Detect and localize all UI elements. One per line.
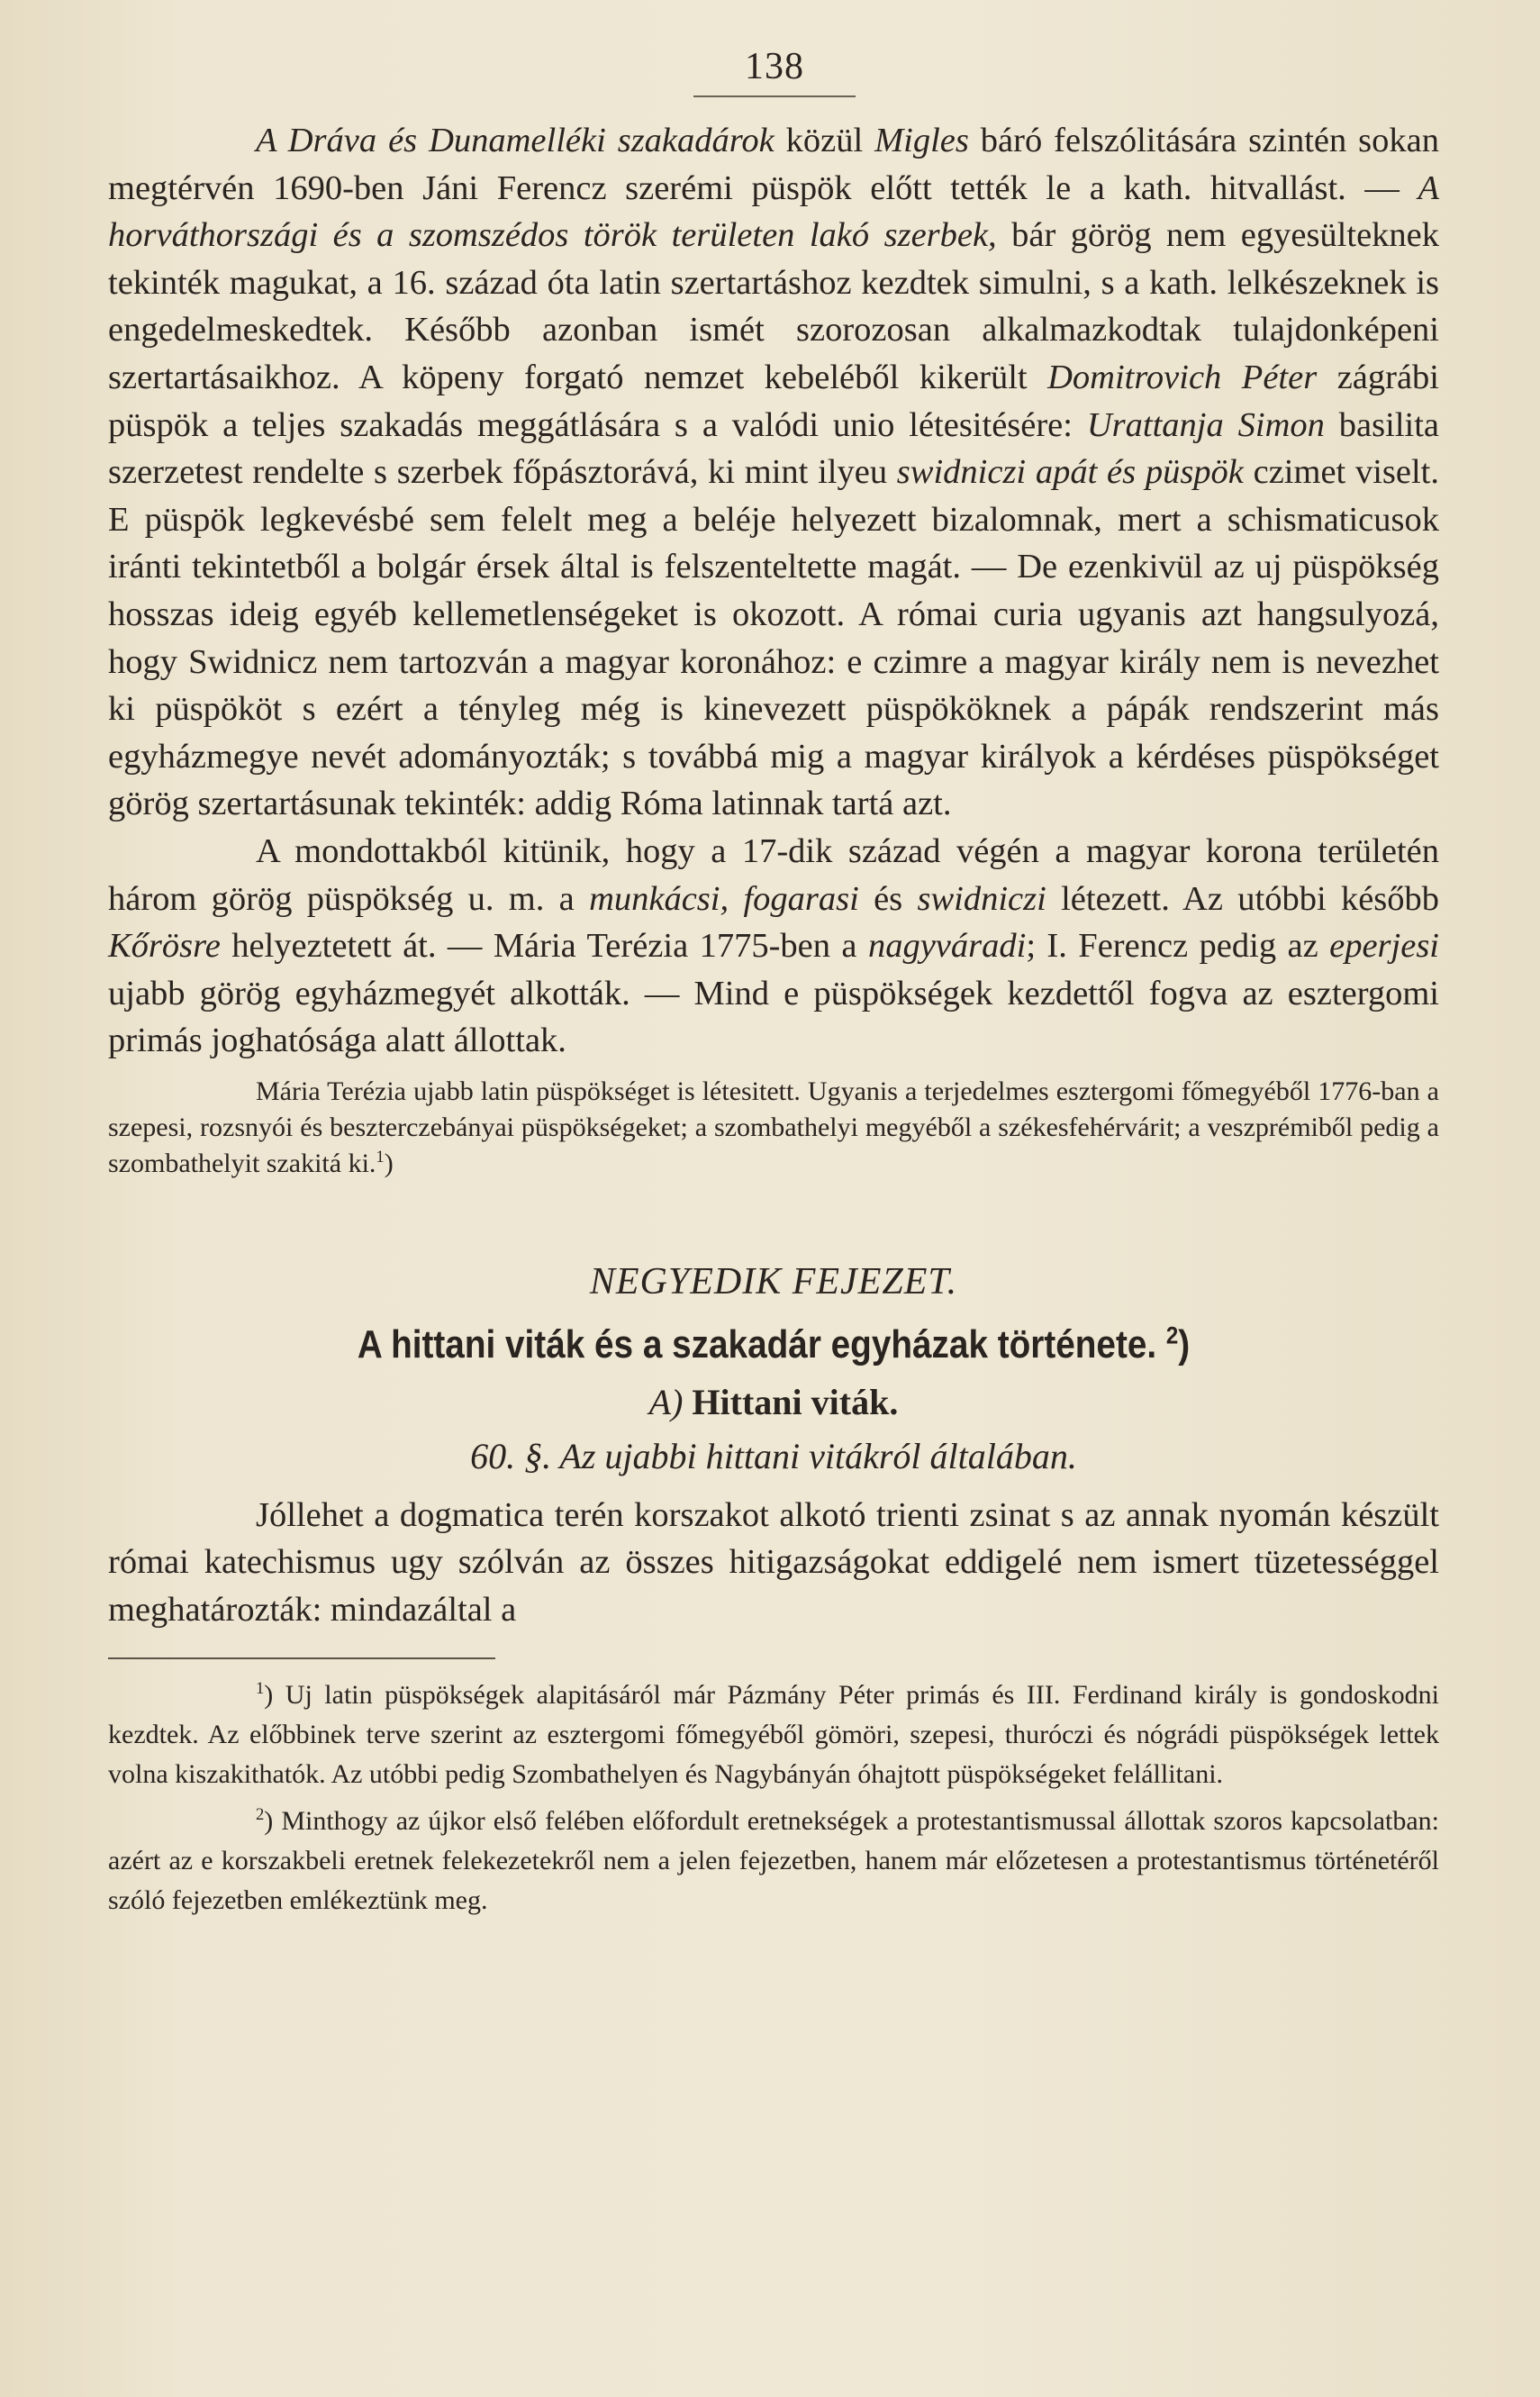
small-print-paragraph bbox=[108, 1074, 1439, 1182]
text-run: ) bbox=[384, 1148, 394, 1178]
footnote-mark: 1 bbox=[256, 1678, 265, 1698]
text-run: A mondottakból kitünik, hogy a 17-dik század végén a magyar korona területén három görög püspökség u. m. a bbox=[108, 831, 1439, 918]
italic-phrase: Kőrösre bbox=[108, 927, 221, 966]
footnote-2 bbox=[108, 1802, 1439, 1920]
body-paragraph-1 bbox=[108, 117, 1439, 828]
page-number: 138 bbox=[745, 46, 804, 87]
text-run: létezett. Az utóbbi később bbox=[1046, 879, 1440, 918]
footnote-reference: 1 bbox=[376, 1147, 385, 1167]
italic-phrase: nagyváradi bbox=[867, 927, 1027, 966]
italic-phrase: swidniczi apát és püspök bbox=[896, 453, 1244, 492]
italic-phrase: swidniczi bbox=[917, 879, 1046, 918]
italic-phrase: Urattanja Simon bbox=[1086, 405, 1325, 444]
text-run: zágrábi püspök a teljes szakadás meggátlására s a valódi unio létesitésére: bbox=[108, 358, 1439, 444]
page-number-rule bbox=[693, 95, 856, 97]
body-paragraph-2 bbox=[108, 828, 1439, 1065]
italic-phrase: A horváthországi és a szomszédos török területen lakó szerbek, bbox=[108, 168, 1439, 255]
text-run: bár görög nem egyesülteknek tekinték magukat, a 16. század óta latin szertartáshoz kezdtek simulni, s a kath. lelkészeknek is engedelmeskedtek. Később azonban ismét szorozosan alkalmazkodtak tulajdonképeni szertartásaikhoz. A köpeny forgató nemzet kebeléből kikerült bbox=[108, 216, 1439, 396]
text-run: közül bbox=[774, 122, 875, 159]
text-run: ; I. Ferencz pedig az bbox=[1026, 927, 1330, 966]
subtitle-marker: A) bbox=[648, 1381, 684, 1422]
footnote-1 bbox=[108, 1675, 1439, 1794]
text-run: ) bbox=[1178, 1321, 1191, 1366]
text-run: basilita szerzetest rendelte s szerbek főpásztorává, ki mint ilyeu bbox=[108, 405, 1439, 492]
text-run: báró felszólitására szintén sokan megtérvén 1690-ben Jáni Ferencz szerémi püspök előtt tették le a kath. hitvallást. — bbox=[108, 122, 1439, 207]
chapter-label: NEGYEDIK FEJEZET. bbox=[589, 1260, 958, 1303]
section-heading: 60. §. Az ujabbi hittani vitákról általában. bbox=[470, 1435, 1077, 1476]
section-gap bbox=[108, 1182, 1439, 1254]
italic-phrase: eperjesi bbox=[1329, 927, 1439, 966]
text-run: ujabb görög egyházmegyét alkották. — Mind e püspökségek kezdettől fogva az esztergomi primás joghatósága alatt állottak. bbox=[108, 974, 1439, 1060]
subtitle-text: Hittani viták. bbox=[683, 1381, 899, 1422]
italic-phrase: Migles bbox=[874, 122, 969, 159]
text-run bbox=[729, 880, 743, 918]
footnote-mark: 2 bbox=[256, 1804, 265, 1824]
footnote-text: ) Minthogy az újkor első felében előfordult eretnekségek a protestantismussal állottak szoros kapcsolatban: azért az e korszakbeli eretnek felekezetekről nem a jelen fejezetben, hanem már előzetesen a protestantismus történetéről szóló fejezetben emlékeztünk meg. bbox=[108, 1805, 1439, 1915]
body-paragraph-3: Jóllehet a dogmatica terén korszakot alkotó trienti zsinat s az annak nyomán készült római katechismus ugy szólván az összes hitigazságokat eddigelé nem ismert tüzetességgel meghatározták: mindazáltal a bbox=[108, 1495, 1439, 1630]
italic-phrase: A Dráva és Dunamelléki szakadárok bbox=[256, 122, 775, 159]
italic-phrase: fogarasi bbox=[743, 879, 859, 918]
chapter-title-text: A hittani viták és a szakadár egyházak története. bbox=[357, 1321, 1157, 1366]
text-run: Mária Terézia ujabb latin püspökséget is létesitett. Ugyanis a terjedelmes esztergomi főmegyéből 1776-ban a szepesi, rozsnyói és beszterczebányai püspökségeket; a szombathelyi megyéből a székesfehérvárit; a veszprémiből pedig a szombathelyit szakitá ki. bbox=[108, 1076, 1439, 1178]
chapter-subtitle bbox=[108, 1376, 1439, 1429]
italic-phrase: Domitrovich Péter bbox=[1047, 358, 1318, 396]
text-run: és bbox=[858, 879, 918, 918]
footnote-rule bbox=[108, 1657, 495, 1659]
chapter-title bbox=[188, 1317, 1360, 1373]
italic-phrase: munkácsi, bbox=[589, 879, 729, 918]
footnote-reference: 2 bbox=[1165, 1321, 1179, 1349]
footnote-text: ) Uj latin püspökségek alapitásáról már Pázmány Péter primás és III. Ferdinand király is gondoskodni kezdtek. Az előbbinek terve szerint az esztergomi főmegyéből gömöri, szepesi, thuróczi és nógrádi püspökségek lettek volna kiszakithatók. Az utóbbi pedig Szombathelyen és Nagybányán óhajtott püspökségeket felállitani. bbox=[108, 1679, 1439, 1789]
text-run: helyeztetett át. — Mária Terézia 1775-ben a bbox=[220, 927, 868, 966]
text-run: czimet viselt. E püspök legkevésbé sem felelt meg a beléje helyezett bizalomnak, mert a schismaticusok iránti tekintetből a bolgár érsek által is felszenteltette magát. — De ezenkivül az uj püspökség hosszas ideig egyéb kellemetlenségeket is okozott. A római curia ugyanis azt hangsulyozá, hogy Swidnicz nem tartozván a magyar koronához: e czimre a magyar király nem is nevezhet ki püspököt s ezért a tényleg még is kinevezett püspököknek a pápák rendszerint más egyházmegye nevét adományozták; s továbbá mig a magyar királyok a kérdéses püspökséget görög szertartásunak tekinték: addig Róma latinnak tartá azt. bbox=[108, 453, 1440, 823]
page-body bbox=[108, 117, 1439, 1920]
